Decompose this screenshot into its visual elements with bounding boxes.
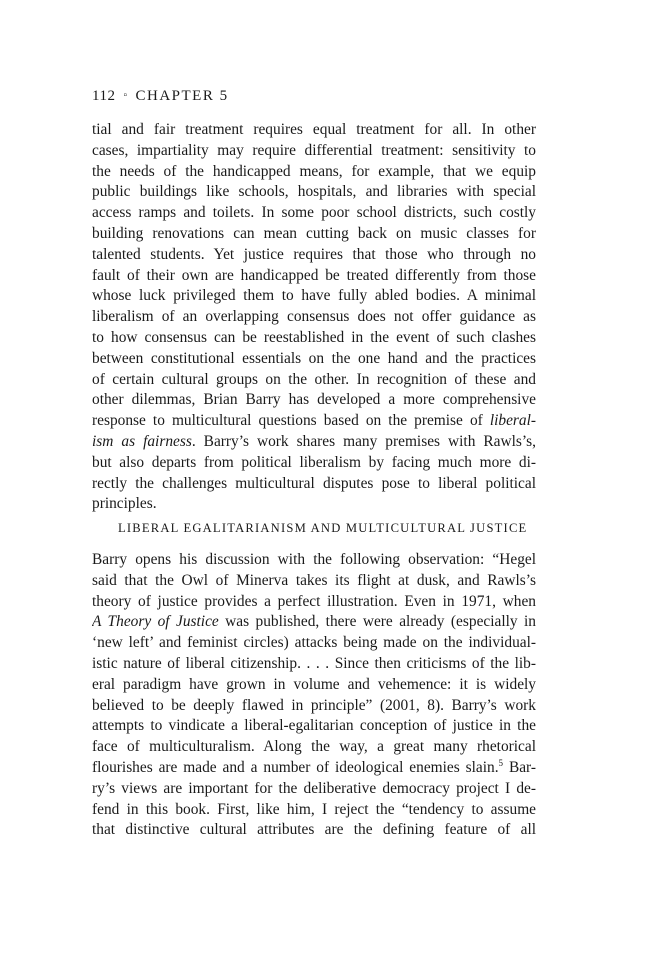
text-line: [92, 592, 536, 613]
text-run: public buildings like schools, hospitals, and libraries with special: [92, 183, 536, 201]
text-run: ry’s views are important for the deliberative democracy project I de-: [92, 779, 536, 797]
text-line: [92, 779, 536, 800]
text-line: [92, 120, 536, 141]
footnote-marker: 5: [498, 757, 504, 768]
text-run: fend in this book. First, like him, I reject the “tendency to assume: [92, 800, 536, 818]
text-line: [92, 820, 536, 841]
text-run: theory of justice provides a perfect illustration. Even in 1971, when: [92, 592, 536, 610]
text-run: istic nature of liberal citizenship. . . . Since then criticisms of the lib-: [92, 654, 536, 672]
running-head: [92, 88, 229, 105]
text-line: [92, 182, 536, 203]
text-line: [92, 494, 536, 515]
text-run: liberalism of an overlapping consensus does not offer guidance as: [92, 308, 536, 326]
italic-term: liberal-: [489, 412, 536, 430]
text-run: of certain cultural groups on the other. In recognition of these and: [92, 370, 536, 388]
text-line: [92, 612, 536, 633]
text-run: Barry opens his discussion with the following observation: “Hegel: [92, 551, 536, 568]
text-line: [92, 266, 536, 287]
text-run: said that the Owl of Minerva takes its flight at dusk, and Rawls’s: [92, 571, 536, 589]
text-run: whose luck privileged them to have fully abled bodies. A minimal: [92, 287, 536, 305]
text-line: [92, 675, 536, 696]
text-line: [92, 224, 536, 245]
text-line: [92, 550, 536, 571]
body-paragraph-2: [92, 550, 536, 841]
text-run: fault of their own are handicapped be treated differently from those: [92, 266, 536, 284]
text-line: [92, 328, 536, 349]
text-run: that distinctive cultural attributes are the defining feature of all: [92, 821, 536, 839]
body-paragraph-1: [92, 120, 536, 515]
text-line: [92, 654, 536, 675]
text-run: was published, there were already (especially in: [218, 613, 536, 631]
text-line: [92, 571, 536, 592]
text-run: the needs of the handicapped means, for example, that we equip: [92, 162, 536, 180]
text-run: face of multiculturalism. Along the way, a great many rhetorical: [92, 738, 536, 756]
text-run: but also departs from political liberalism by facing much more di-: [92, 453, 536, 471]
text-line: [92, 474, 536, 495]
text-run: rectly the challenges multicultural disputes pose to liberal political: [92, 474, 536, 492]
text-run: eral paradigm have grown in volume and vehemence: it is widely: [92, 675, 536, 693]
text-run: to how consensus can be reestablished in the event of such clashes: [92, 328, 536, 346]
text-run: ‘new left’ and feminist circles) attacks being made on the individual-: [92, 634, 536, 652]
text-run: Bar-: [503, 758, 536, 776]
page-number: 112: [92, 88, 116, 104]
text-run: tial and fair treatment requires equal treatment for all. In other: [92, 121, 536, 138]
text-run: flourishes are made and a number of ideological enemies slain.: [92, 758, 499, 776]
running-head-separator: ▫: [123, 90, 128, 101]
italic-term: ism as fairness: [92, 432, 192, 450]
book-title-italic: A Theory of Justice: [92, 613, 219, 631]
text-line: [92, 245, 536, 266]
text-line: [92, 758, 536, 779]
text-line: [92, 390, 536, 411]
text-line: [92, 633, 536, 654]
text-line: [92, 162, 536, 183]
text-line: [92, 370, 536, 391]
section-heading: LIBERAL EGALITARIANISM AND MULTICULTURAL JUSTICE: [118, 521, 528, 535]
text-run: . Barry’s work shares many premises with Rawls’s,: [191, 432, 536, 450]
text-line: [92, 411, 536, 432]
text-run: attempts to vindicate a liberal-egalitarian conception of justice in the: [92, 717, 536, 735]
text-line: [92, 141, 536, 162]
text-run: building renovations can mean cutting back on music classes for: [92, 224, 536, 242]
text-line: [92, 696, 536, 717]
text-line: [92, 737, 536, 758]
text-run: other dilemmas, Brian Barry has developed a more comprehensive: [92, 391, 536, 409]
text-run: between constitutional essentials on the one hand and the practices: [92, 349, 536, 367]
text-line: [92, 286, 536, 307]
text-line: [92, 203, 536, 224]
text-line: [92, 307, 536, 328]
text-line: [92, 432, 536, 453]
text-line: [92, 349, 536, 370]
text-run: principles.: [92, 495, 157, 513]
text-line: [92, 800, 536, 821]
text-run: talented students. Yet justice requires that those who through no: [92, 245, 536, 263]
text-line: [92, 716, 536, 737]
text-line: [92, 453, 536, 474]
chapter-label: CHAPTER 5: [135, 88, 229, 104]
text-run: cases, impartiality may require differential treatment: sensitivity to: [92, 141, 536, 159]
text-run: response to multicultural questions based on the premise of: [92, 412, 490, 430]
text-run: access ramps and toilets. In some poor school districts, such costly: [92, 204, 536, 222]
text-run: believed to be deeply flawed in principle” (2001, 8). Barry’s work: [92, 696, 536, 714]
